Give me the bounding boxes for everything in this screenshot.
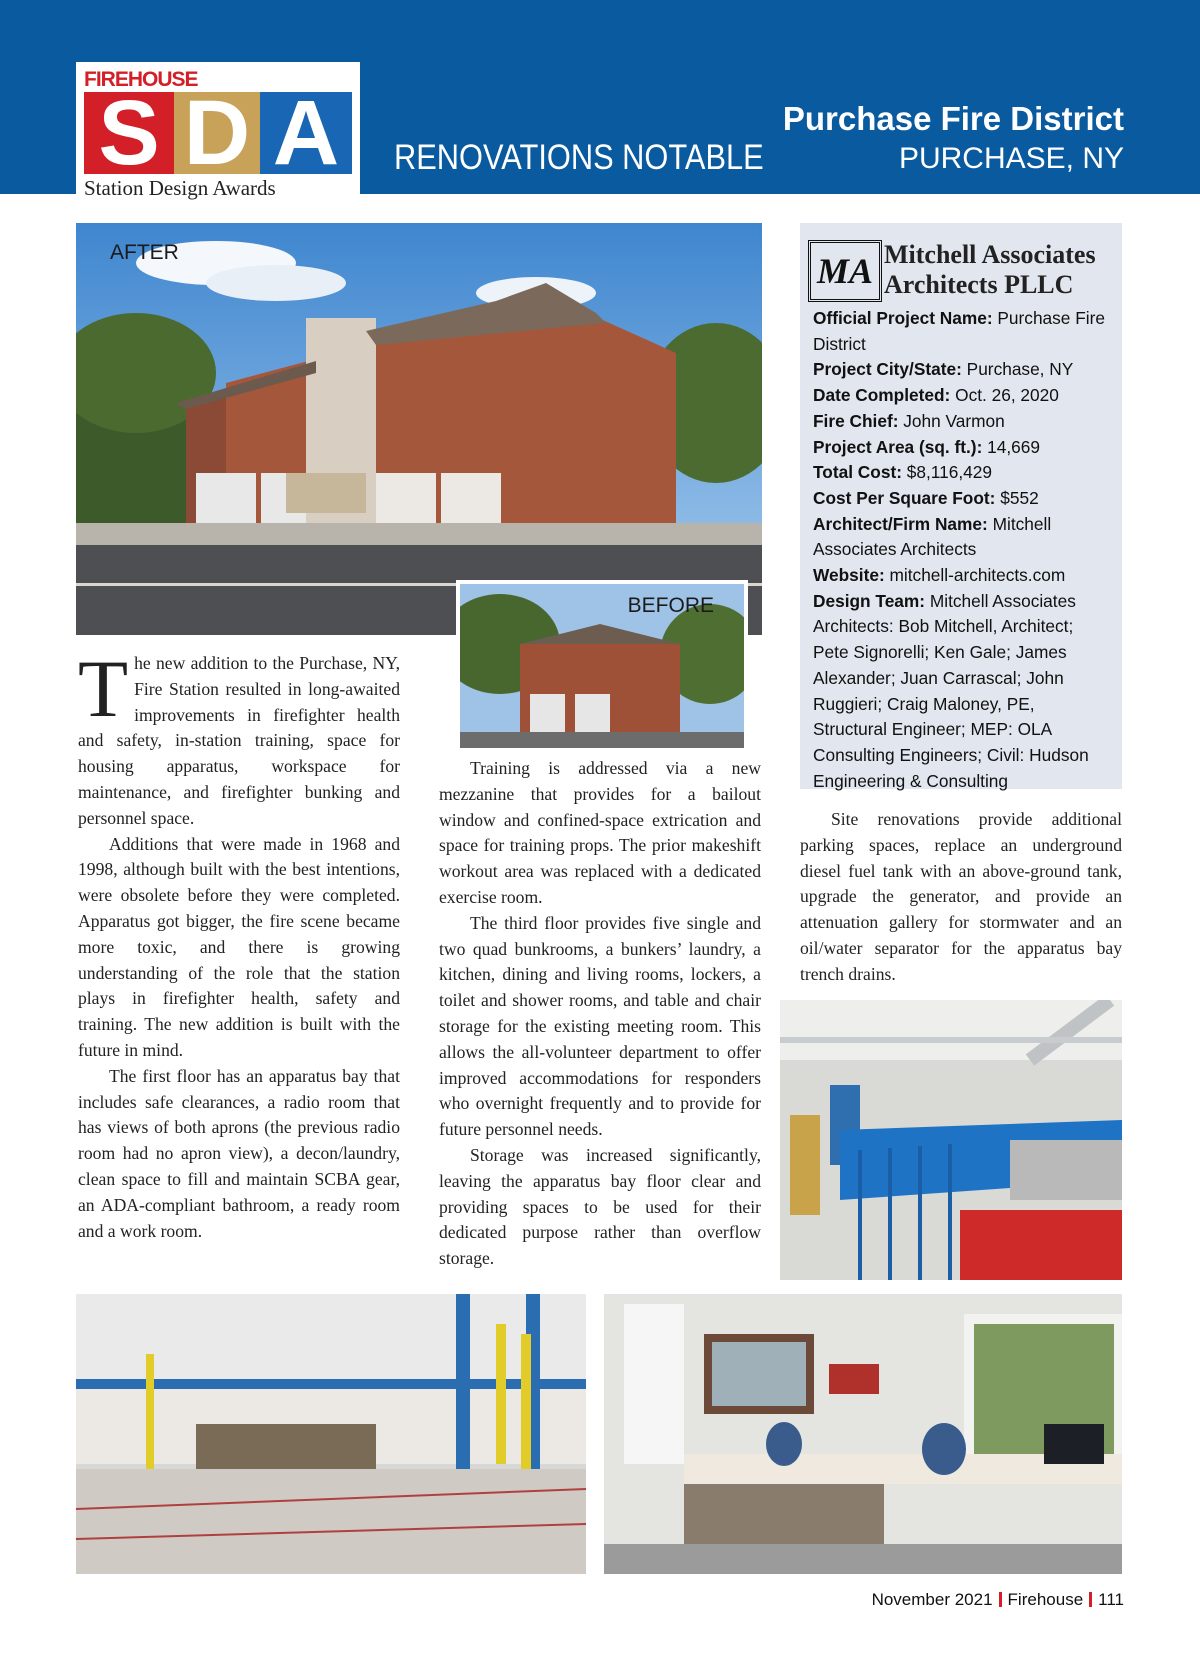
fact-label: Project City/State: <box>813 359 962 380</box>
after-photo <box>76 223 762 635</box>
fact-website <box>813 563 1113 589</box>
paragraph: Training is addressed via a new mezzanine that provides for a bailout window and confined-space extrication and space for training props. The prior makeshift workout area was replaced with a dedicated exercise room. <box>439 758 761 907</box>
fact-date-completed <box>813 383 1113 409</box>
article-column-1 <box>78 643 400 1244</box>
project-title: Purchase Fire District <box>782 100 1124 137</box>
logo-letter-a: A <box>260 92 352 174</box>
logo-subtitle: Station Design Awards <box>84 176 276 200</box>
fact-label: Design Team: <box>813 590 926 611</box>
firm-name-line1: Mitchell Associates <box>884 240 1096 269</box>
fact-value: 14,669 <box>987 436 1040 457</box>
paragraph: Site renovations provide additional parking spaces, replace an underground diesel fuel tank with an above-ground tank, upgrade the generator, and provide an attenuation gallery for stormwater and an oil/water separator for the apparatus bay trench drains. <box>800 809 1122 984</box>
firm-name <box>884 240 1096 300</box>
fact-value: John Varmon <box>903 410 1005 431</box>
article-column-2 <box>439 756 761 1272</box>
fact-city-state <box>813 357 1113 383</box>
before-photo <box>460 584 744 748</box>
logo-letter-s: S <box>84 92 174 174</box>
fact-value: Mitchell Associates Architects <box>813 513 1052 560</box>
after-label: AFTER <box>110 241 179 264</box>
fact-value: $552 <box>1000 487 1039 508</box>
before-photo-frame <box>456 580 748 752</box>
fact-value: Purchase Fire District <box>813 308 1105 354</box>
fact-project-name <box>813 306 1113 357</box>
logo-letter-d: D <box>174 92 260 174</box>
fact-design-team <box>813 589 1113 795</box>
fact-cost-per-sqft <box>813 486 1113 512</box>
paragraph: The first floor has an apparatus bay that includes safe clearances, a radio room that has views of both aprons (the previous radio room had no apron view), a decon/laundry, clean space to fill and maintain SCBA gear, an ADA-compliant bathroom, a ready room and a work room. <box>78 1065 400 1241</box>
paragraph-text: he new addition to the Purchase, NY, Fire Station resulted in long-awaited improvements in firefighter health and safety, in-station training, space for housing apparatus, workspace for maintenance, and firefighter bunking and personnel space. <box>78 653 400 828</box>
fact-label: Total Cost: <box>813 462 902 483</box>
drop-cap: T <box>78 643 129 734</box>
footer-separator <box>999 1592 1002 1607</box>
award-category: RENOVATIONS NOTABLE <box>394 138 764 177</box>
footer-magazine: Firehouse <box>1007 1590 1084 1609</box>
fact-fire-chief <box>813 409 1113 435</box>
fact-label: Date Completed: <box>813 385 951 406</box>
footer-page-number: 111 <box>1098 1590 1124 1609</box>
before-label: BEFORE <box>627 594 714 617</box>
paragraph <box>78 643 400 832</box>
page-footer <box>872 1590 1124 1610</box>
fact-value: Mitchell Associates Architects: Bob Mitchell, Architect; Pete Signorelli; Ken Gale; James Alexander; Juan Carrascal; John Ruggieri; Craig Maloney, PE, Structural Engineer; MEP: OLA Consulting Engineers; Civil: Hudson Engineering & Consulting <box>813 590 1089 791</box>
fact-value: Oct. 26, 2020 <box>955 385 1059 406</box>
mezzanine-photo <box>780 1000 1122 1280</box>
logo-letters <box>84 82 352 184</box>
fact-value: Purchase, NY <box>966 359 1074 380</box>
radio-room-photo <box>604 1294 1122 1574</box>
paragraph: Additions that were made in 1968 and 1998, although built with the best intentions, were obsolete before they were completed. Apparatus got bigger, the fire scene became more toxic, and there is growing understanding of the role that the station plays in firefighter health, safety and training. The new addition is built with the future in mind. <box>78 833 400 1060</box>
paragraph: The third floor provides five single and two quad bunkrooms, a bunkers’ laundry, a kitchen, dining and living rooms, lockers, a toilet and shower rooms, and table and chair storage for the existing meeting room. This allows the all-volunteer department to offer improved accommodations for responders who overnight frequently and to provide for future personnel needs. <box>439 912 761 1140</box>
article-column-3 <box>800 807 1122 988</box>
fact-label: Official Project Name: <box>813 308 993 328</box>
fact-label: Cost Per Square Foot: <box>813 487 996 508</box>
project-location: PURCHASE, NY <box>898 142 1124 175</box>
logo-firehouse-text: FIREHOUSE <box>84 68 198 91</box>
ma-firm-logo: MA <box>808 240 882 302</box>
fact-architect-firm <box>813 512 1113 563</box>
footer-separator <box>1089 1592 1092 1607</box>
fact-project-area <box>813 435 1113 461</box>
fact-value: mitchell-architects.com <box>889 565 1066 586</box>
apparatus-bay-photo <box>76 1294 586 1574</box>
firm-name-line2: Architects PLLC <box>884 270 1074 299</box>
fact-label: Website: <box>813 565 885 586</box>
fact-label: Project Area (sq. ft.): <box>813 436 983 457</box>
fact-label: Fire Chief: <box>813 410 899 431</box>
fact-value: $8,116,429 <box>906 462 992 483</box>
fact-total-cost <box>813 460 1113 486</box>
paragraph: Storage was increased significantly, leaving the apparatus bay floor clear and providing spaces to be used for their dedicated purpose rather than overflow storage. <box>439 1144 761 1269</box>
project-facts <box>813 306 1113 794</box>
sda-logo <box>76 62 360 206</box>
fact-label: Architect/Firm Name: <box>813 513 988 534</box>
footer-month: November 2021 <box>871 1590 993 1609</box>
